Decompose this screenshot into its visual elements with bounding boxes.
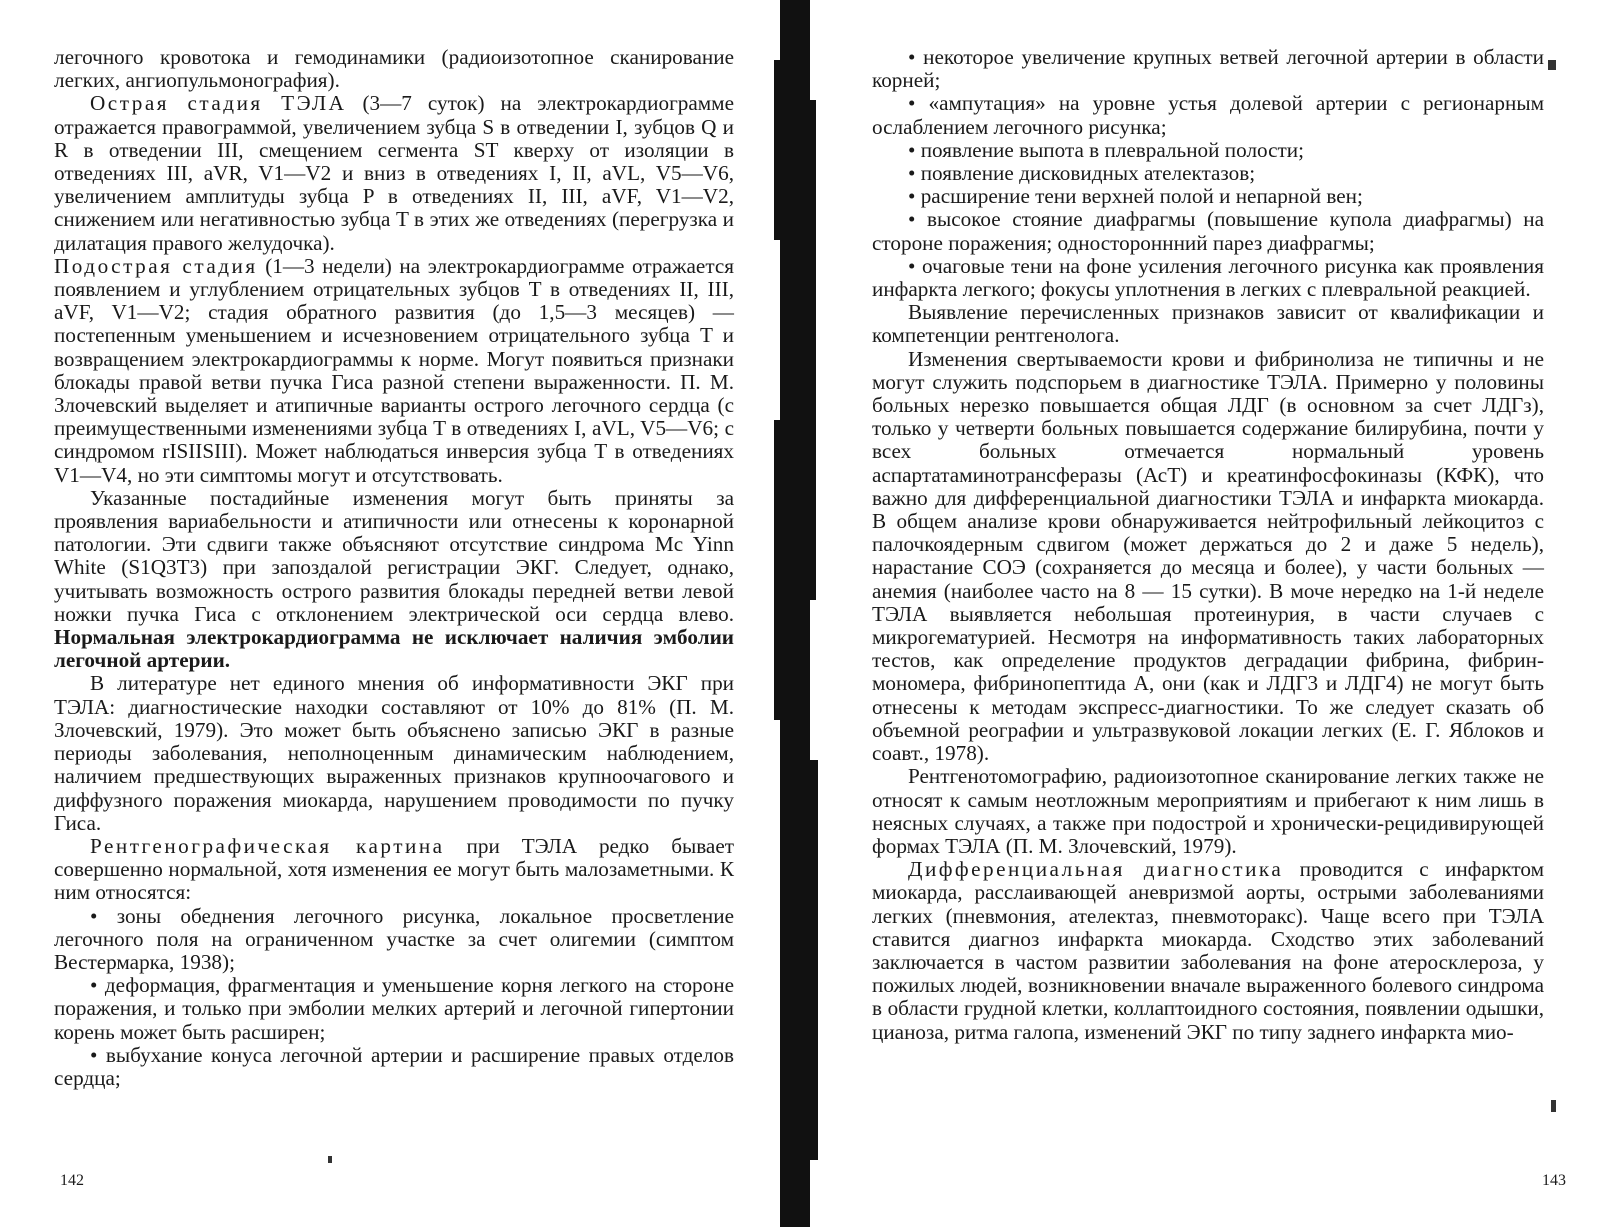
left-page-paragraph [54,905,734,975]
paragraph-text: • некоторое увеличение крупных ветвей легочной артерии в области корней; [872,45,1544,93]
paragraph-text: (3—7 суток) на электрокардиограмме отражается правограммой, увеличением зубца S в отведении I, зубцов Q и R в отведении III, смещением сегмента ST кверху от изоляции в отведениях III, aVR, V1—V2 и вниз в отведениях I, II, aVL, V5—V6, увеличением амплитуды зубца P в отведениях II, III, aVF, V1—V2, снижением или негативностью зубца T в этих же отведениях (перегрузка и дилатация правого желудочка). [54,91,734,255]
page-number-left: 142 [60,1172,84,1189]
spaced-heading: Острая стадия ТЭЛА [90,91,347,116]
right-page-paragraph [872,185,1544,208]
spaced-heading: Дифференциальная диагностика [908,857,1284,882]
paragraph-text: • зоны обеднения легочного рисунка, локальное просветление легочного поля на ограниченном участке за счет олигемии (симптом Вестермарка, 1938); [54,903,734,974]
right-page-paragraph [872,162,1544,185]
left-text-column [54,46,734,1090]
right-page-paragraph [872,92,1544,138]
paragraph-text: Изменения свертываемости крови и фибринолиза не типичны и не могут служить подспорьем в диагностике ТЭЛА. Примерно у половины больных нерезко повышается общая ЛДГ (в основном за счет ЛДГз), только у четверти больных повышается содержание билирубина, почти у всех больных отмечается нормальный уровень аспартатаминотрансферазы (АсТ) и креатинфосфокиназы (КФК), что важно для дифференциальной диагностики ТЭЛА и инфаркта миокарда. В общем анализе крови обнаруживается нейтрофильный лейкоцитоз с палочкоядерным сдвигом (может держаться до 2 и даже 5 недель), нарастание СОЭ (сохраняется до месяца и более), у части больных — анемия (наиболее часто на 8 — 15 сутки). В моче нередко на 1-й неделе ТЭЛА выявляется небольшая протеинурия, в части случаев с микрогематурией. Несмотря на информативность таких лабораторных тестов, как определение продуктов деградации фибрина, фибрин-мономера, фибринопептида А, они (как и ЛДГ3 и ЛДГ4) не могут быть отнесены к методам экспресс-диагностики. То же следует сказать об объемной реографии и ультразвуковой локации легких (Е. Г. Яблоков и соавт., 1978). [872,346,1544,766]
left-page [54,46,734,1090]
paragraph-text: Выявление перечисленных признаков зависит от квалификации и компетенции рентгенолога. [872,300,1544,348]
spaced-heading: Рентгенографическая картина [90,833,445,858]
right-page [872,46,1544,1044]
paragraph-text: • выбухание конуса легочной артерии и расширение правых отделов сердца; [54,1042,734,1090]
left-page-paragraph [54,974,734,1044]
left-page-paragraph [54,487,734,673]
paragraph-text: • высокое стояние диафрагмы (повышение купола диафрагмы) на стороне поражения; одностороннний парез диафрагмы; [872,207,1544,255]
paragraph-text: • появление дисковидных ателектазов; [908,161,1256,186]
ink-speck [328,1156,332,1163]
left-page-paragraph [54,1044,734,1090]
right-page-paragraph [872,765,1544,858]
paragraph-text: (1—3 недели) на электрокардиограмме отражается появлением и углублением отрицательных зубцов T в отведениях II, III, aVF, V1—V2; стадия обратного развития (до 1,5—3 месяцев) — постепенным уменьшением и исчезновением отрицательного зубца T и возвращением электрокардиограммы к норме. Могут появиться признаки блокады правой ветви пучка Гиса разной степени выраженности. П. М. Злочевский выделяет и атипичные варианты острого легочного сердца (с преимущественными изменениями зубца T в отведениях I, aVL, V5—V6; с синдромом rISIISIII). Может наблюдаться инверсия зубца T в отведениях V1—V4, но эти симптомы могут и отсутствовать. [54,253,734,487]
paragraph-text: легочного кровотока и гемодинамики (радиоизотопное сканирование легких, ангиопульмонография). [54,45,734,93]
paragraph-text: Указанные постадийные изменения могут быть приняты за проявления вариабельности и атипичности или отнесены к коронарной патологии. Эти сдвиги также объясняют отсутствие синдрома Mc Yinn White (S1Q3T3) при запоздалой регистрации ЭКГ. Следует, однако, учитывать возможность острого развития блокады передней ветви левой ножки пучка Гиса с отклонением электрической оси сердца влево. [54,485,734,626]
ink-speck [1551,1100,1556,1112]
right-page-paragraph [872,208,1544,254]
right-text-column [872,46,1544,1044]
page-number-right: 143 [1542,1172,1566,1189]
left-page-paragraph [54,92,734,254]
paragraph-text: при ТЭЛА редко бывает совершенно нормальной, хотя изменения ее могут быть малозаметными. К ним относятся: [54,833,734,905]
right-page-paragraph [872,255,1544,301]
right-page-paragraph [872,46,1544,92]
paragraph-text: • очаговые тени на фоне усиления легочного рисунка как проявления инфаркта легкого; фокусы уплотнения в легких с плевральной реакцией. [872,253,1544,302]
left-page-paragraph [54,672,734,834]
left-page-paragraph [54,255,734,487]
left-page-paragraph [54,835,734,905]
paragraph-text: • «ампутация» на уровне устья долевой артерии с регионарным ослаблением легочного рисунка; [872,91,1544,139]
paragraph-text: • деформация, фрагментация и уменьшение корня легкого на стороне поражения, и только при эмболии мелких артерий и легочной гипертонии корень может быть расширен; [54,973,734,1044]
paragraph-text: Рентгенотомографию, радиоизотопное сканирование легких также не относят к самым неотложным мероприятиям и прибегают к ним лишь в неясных случаях, а также при подострой и хронически-рецидивирующей формах ТЭЛА (П. М. Злочевский, 1979). [872,764,1544,858]
paragraph-text: проводится с инфарктом миокарда, расслаивающей аневризмой аорты, острыми заболеваниями легких (пневмония, ателектаз, пневмоторакс). Чаще всего при ТЭЛА ставится диагноз инфаркта миокарда. Сходство этих заболеваний заключается в частом развитии заболевания на фоне атеросклероза, у пожилых людей, возникновении вначале выраженного болевого синдрома в области грудной клетки, коллаптоидного состояния, появлении одышки, цианоза, ритма галопа, изменений ЭКГ по типу заднего инфаркта мио- [872,857,1544,1044]
ink-speck [1548,60,1556,70]
paragraph-text: В литературе нет единого мнения об информативности ЭКГ при ТЭЛА: диагностические находки составляют от 10% до 81% (П. М. Злочевский, 1979). Это может быть объяснено записью ЭКГ в разные периоды заболевания, неполноценным динамическим наблюдением, наличием предшествующих выраженных признаков крупноочагового и диффузного поражения миокарда, нарушением проводимости по пучку Гиса. [54,671,734,835]
book-gutter-shadow [774,0,822,1227]
right-page-paragraph [872,348,1544,766]
paragraph-text: • появление выпота в плевральной полости; [908,137,1305,162]
paragraph-text: • расширение тени верхней полой и непарной вен; [908,184,1363,209]
right-page-paragraph [872,858,1544,1044]
right-page-paragraph [872,139,1544,162]
left-page-paragraph [54,46,734,92]
bold-statement: Нормальная электрокардиограмма не исключает наличия эмболии легочной артерии. [54,625,734,673]
right-page-paragraph [872,301,1544,347]
spaced-heading: Подострая стадия [54,253,258,278]
